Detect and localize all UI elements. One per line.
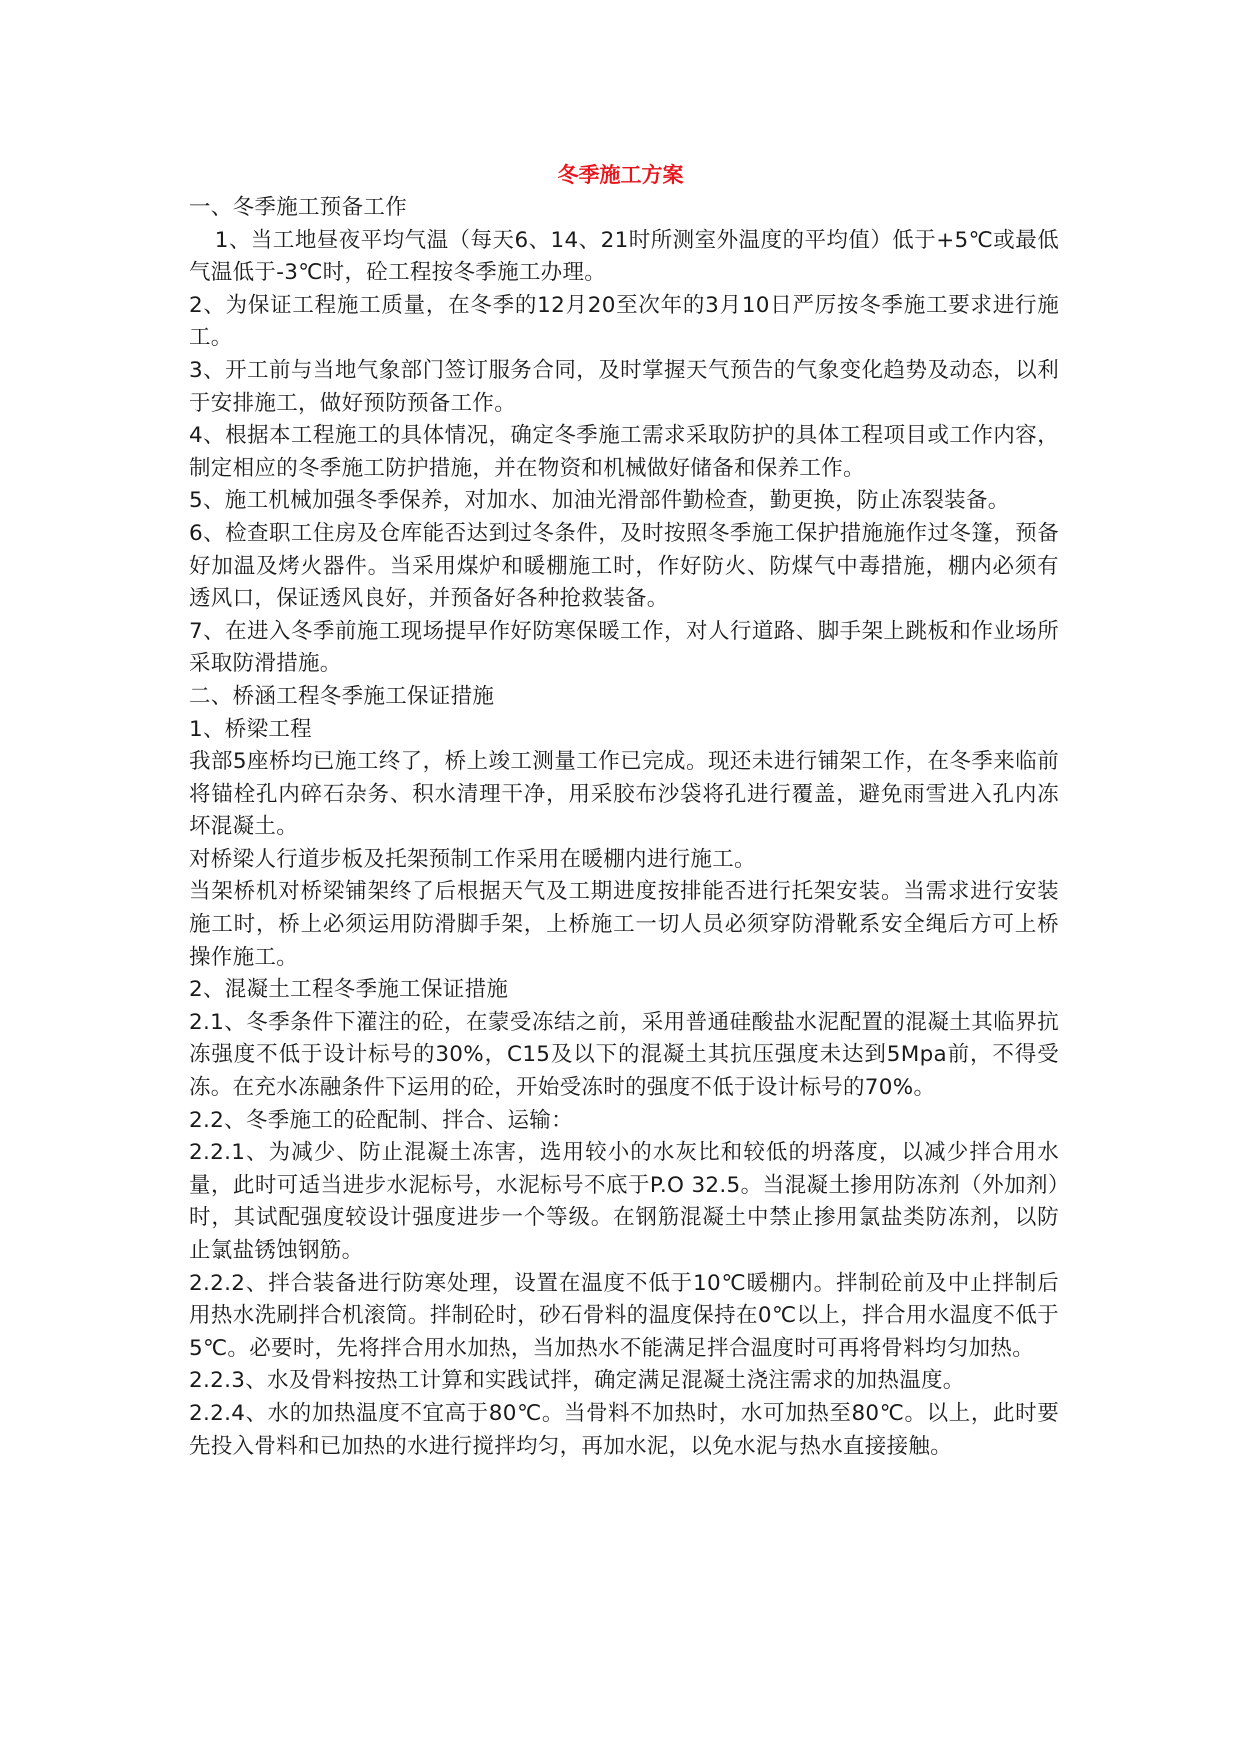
section-heading-1: 一、冬季施工预备工作 xyxy=(189,195,408,220)
document-body xyxy=(189,192,1059,1463)
paragraph-bridge-3: 当架桥机对桥梁铺架终了后根据天气及工期进度按排能否进行托架安装。当需求进行安装施工时，桥上必须运用防滑脚手架，上桥施工一切人员必须穿防滑靴系安全绳后方可上桥操作施工。 xyxy=(189,879,1059,970)
paragraph-concrete-2-2: 2.2、冬季施工的砼配制、拌合、运输： xyxy=(189,1107,573,1133)
paragraph-concrete-2-2-4: 2.2.4、水的加热温度不宜高于80℃。当骨料不加热时，水可加热至80℃。以上，此时要先投入骨料和已加热的水进行搅拌均匀，再加水泥，以免水泥与热水直接接触。 xyxy=(189,1400,1059,1459)
paragraph-concrete-2-2-2: 2.2.2、拌合装备进行防寒处理，设置在温度不低于10℃暖棚内。拌制砼前及中止拌制后用热水洗刷拌合机滚筒。拌制砼时，砂石骨料的温度保持在0℃以上，拌合用水温度不低于5℃。必要时，先将拌合用水加热，当加热水不能满足拌合温度时可再将骨料均匀加热。 xyxy=(189,1270,1059,1361)
paragraph-item-1: 1、当工地昼夜平均气温（每天6、14、21时所测室外温度的平均值）低于+5℃或最低气温低于-3℃时，砼工程按冬季施工办理。 xyxy=(189,227,1059,286)
subsection-heading-bridge: 1、桥梁工程 xyxy=(189,716,312,742)
paragraph-item-4: 4、根据本工程施工的具体情况，确定冬季施工需求采取防护的具体工程项目或工作内容，制定相应的冬季施工防护措施，并在物资和机械做好储备和保养工作。 xyxy=(189,423,1059,481)
paragraph-item-7: 7、在进入冬季前施工现场提早作好防寒保暖工作，对人行道路、脚手架上跳板和作业场所采取防滑措施。 xyxy=(189,618,1059,677)
document-title: 冬季施工方案 xyxy=(557,162,684,187)
paragraph-concrete-2-2-1: 2.2.1、为减少、防止混凝土冻害，选用较小的水灰比和较低的坍落度，以减少拌合用水量，此时可适当进步水泥标号，水泥标号不底于P.O 32.5。当混凝土掺用防冻剂（外加剂）时，其试配强度较设计强度进步一个等级。在钢筋混凝土中禁止掺用氯盐类防冻剂，以防止氯盐锈蚀钢筋。 xyxy=(189,1140,1059,1263)
subsection-heading-concrete: 2、混凝土工程冬季施工保证措施 xyxy=(189,977,509,1003)
paragraph-item-5: 5、施工机械加强冬季保养，对加水、加油光滑部件勤检查，勤更换，防止冻裂装备。 xyxy=(189,488,1010,514)
paragraph-bridge-2: 对桥梁人行道步板及托架预制工作采用在暖棚内进行施工。 xyxy=(189,846,756,872)
paragraph-item-6: 6、检查职工住房及仓库能否达到过冬条件，及时按照冬季施工保护措施施作过冬篷，预备好加温及烤火器件。当采用煤炉和暖棚施工时，作好防火、防煤气中毒措施，棚内必须有透风口，保证透风良好，并预备好各种抢救装备。 xyxy=(189,520,1059,612)
paragraph-concrete-2-2-3: 2.2.3、水及骨料按热工计算和实践试拌，确定满足混凝土浇注需求的加热温度。 xyxy=(189,1368,965,1394)
section-heading-2: 二、桥涵工程冬季施工保证措施 xyxy=(189,683,495,709)
paragraph-item-3: 3、开工前与当地气象部门签订服务合同，及时掌握天气预告的气象变化趋势及动态，以利于安排施工，做好预防预备工作。 xyxy=(189,357,1059,416)
paragraph-bridge-1: 我部5座桥均已施工终了，桥上竣工测量工作已完成。现还未进行铺架工作，在冬季来临前将锚栓孔内碎石杂务、积水清理干净，用采胶布沙袋将孔进行覆盖，避免雨雪进入孔内冻坏混凝土。 xyxy=(189,749,1059,840)
paragraph-item-2: 2、为保证工程施工质量，在冬季的12月20至次年的3月10日严厉按冬季施工要求进行施工。 xyxy=(189,292,1059,351)
paragraph-concrete-2-1: 2.1、冬季条件下灌注的砼，在蒙受冻结之前，采用普通硅酸盐水泥配置的混凝土其临界抗冻强度不低于设计标号的30%，C15及以下的混凝土其抗压强度未达到5Mpa前，不得受冻。在充水冻融条件下运用的砼，开始受冻时的强度不低于设计标号的70%。 xyxy=(189,1009,1059,1101)
